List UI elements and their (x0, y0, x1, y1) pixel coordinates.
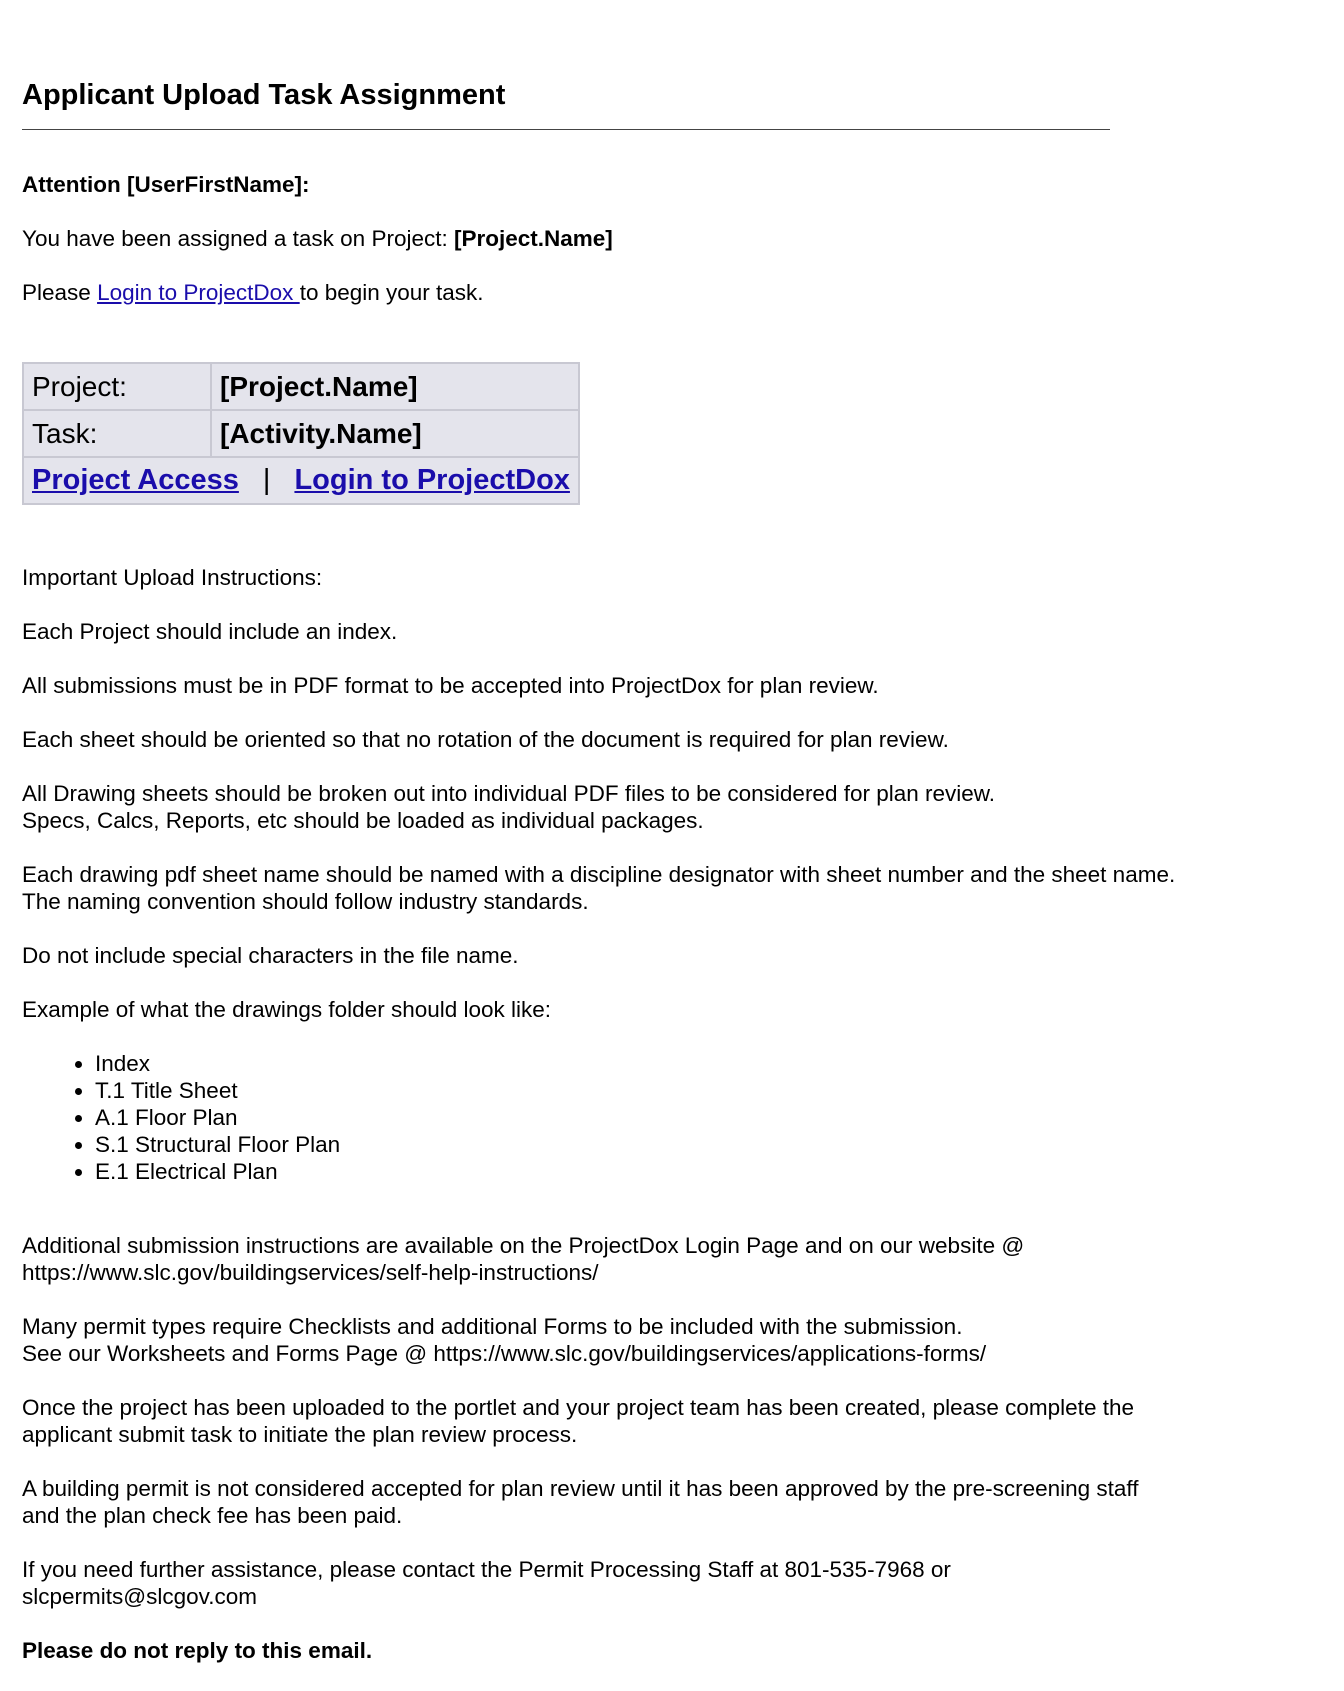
permit-types-1: Many permit types require Checklists and additional Forms to be included with the submission. (22, 1314, 963, 1339)
additional-instructions-url: https://www.slc.gov/buildingservices/self-help-instructions/ (22, 1260, 599, 1285)
additional-instructions-1: Additional submission instructions are available on the ProjectDox Login Page and on our website @ (22, 1233, 1025, 1258)
example-folder-list (22, 1050, 340, 1185)
instruction-index: Each Project should include an index. (22, 619, 398, 644)
assigned-line (22, 225, 613, 252)
once-uploaded-2: applicant submit task to initiate the plan review process. (22, 1422, 578, 1447)
list-item: • T.1 Title Sheet (95, 1077, 340, 1104)
list-item: • S.1 Structural Floor Plan (95, 1131, 340, 1158)
instruction-special-chars: Do not include special characters in the file name. (22, 943, 519, 968)
task-value: [Activity.Name] (211, 410, 579, 457)
instruction-naming-1: Each drawing pdf sheet name should be named with a discipline designator with sheet number and the sheet name. (22, 862, 1176, 887)
table-login-to-projectdox-link[interactable]: Login to ProjectDox (294, 464, 570, 496)
assistance-email: slcpermits@slcgov.com (22, 1584, 257, 1609)
instruction-break-out-2: Specs, Calcs, Reports, etc should be loaded as individual packages. (22, 808, 704, 833)
links-row (23, 457, 579, 504)
attention-line: Attention [UserFirstName]: (22, 172, 310, 197)
links-cell (23, 457, 579, 504)
acceptance-1: A building permit is not considered accepted for plan review until it has been approved by the pre-screening staff (22, 1476, 1139, 1501)
assigned-prefix: You have been assigned a task on Project: (22, 226, 454, 251)
instruction-break-out-1: All Drawing sheets should be broken out into individual PDF files to be considered for plan review. (22, 781, 996, 806)
assigned-project-name: [Project.Name] (453, 226, 613, 251)
link-separator: | (262, 464, 271, 496)
login-prefix: Please (22, 280, 98, 305)
assistance-1: If you need further assistance, please contact the Permit Processing Staff at 801-535-7968 or (22, 1557, 951, 1582)
list-item: • Index (95, 1050, 340, 1077)
instruction-example-intro: Example of what the drawings folder should look like: (22, 997, 552, 1022)
instruction-pdf: All submissions must be in PDF format to be accepted into ProjectDox for plan review. (22, 673, 879, 698)
no-reply-notice: Please do not reply to this email. (22, 1638, 373, 1663)
email-title: Applicant Upload Task Assignment (22, 79, 506, 111)
permit-types-2: See our Worksheets and Forms Page @ https://www.slc.gov/buildingservices/applications-forms/ (22, 1341, 987, 1366)
instruction-orientation: Each sheet should be oriented so that no rotation of the document is required for plan review. (22, 727, 949, 752)
project-info-table (22, 362, 580, 505)
task-label: Task: (23, 410, 211, 457)
task-row (23, 410, 579, 457)
project-access-link[interactable]: Project Access (32, 464, 239, 496)
login-line (22, 279, 484, 306)
login-to-projectdox-link[interactable]: Login to ProjectDox (97, 280, 300, 305)
title-divider (22, 129, 1110, 130)
project-row (23, 363, 579, 410)
project-label: Project: (23, 363, 211, 410)
instruction-naming-2: The naming convention should follow industry standards. (22, 889, 589, 914)
acceptance-2: and the plan check fee has been paid. (22, 1503, 403, 1528)
instructions-heading: Important Upload Instructions: (22, 565, 323, 590)
login-suffix: to begin your task. (299, 280, 484, 305)
once-uploaded-1: Once the project has been uploaded to the portlet and your project team has been created, please complete the (22, 1395, 1134, 1420)
list-item: • E.1 Electrical Plan (95, 1158, 340, 1185)
list-item: • A.1 Floor Plan (95, 1104, 340, 1131)
project-value: [Project.Name] (211, 363, 579, 410)
